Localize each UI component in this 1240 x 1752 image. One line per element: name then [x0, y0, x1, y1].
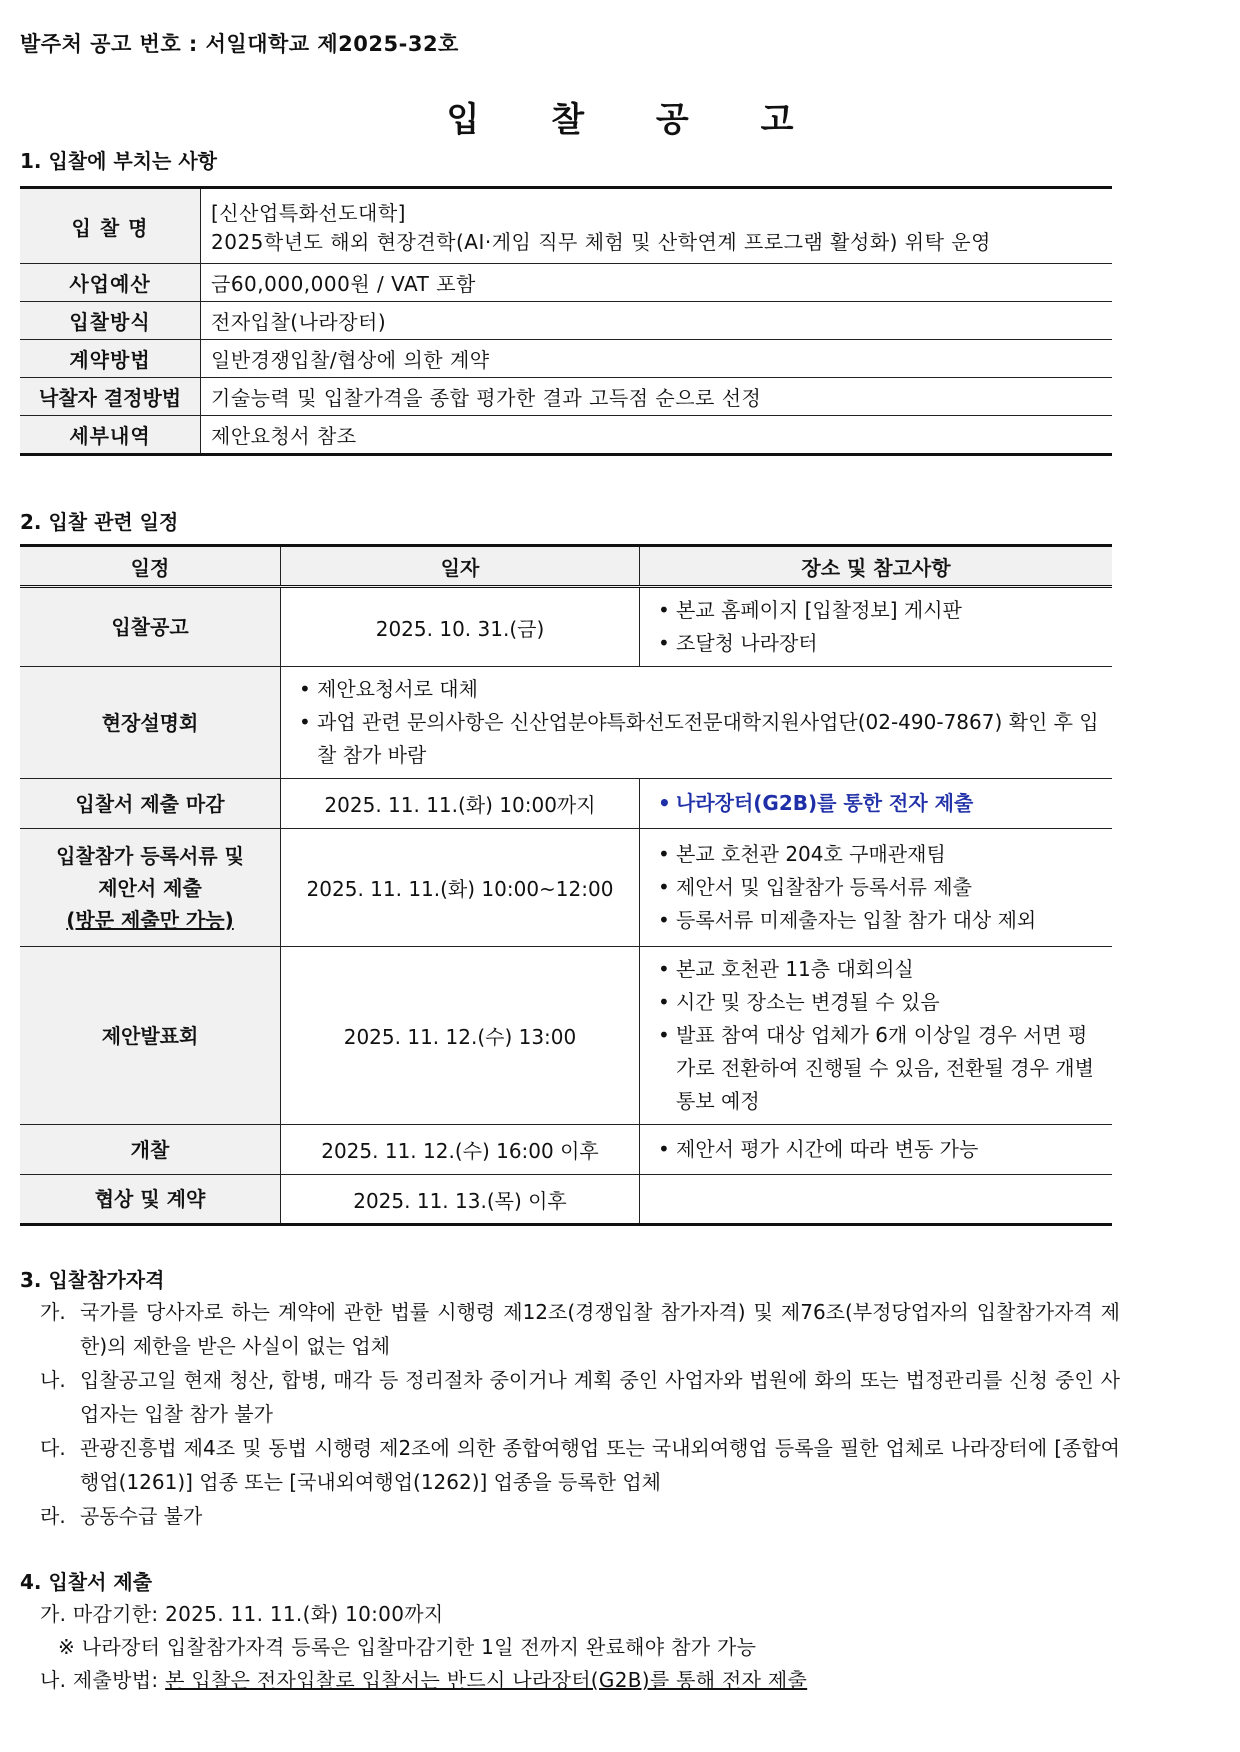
item-text: 입찰공고일 현재 청산, 합병, 매각 등 정리절차 중이거나 계획 중인 사업자와 법원에 화의 또는 법정관리를 신청 중인 사업자는 입찰 참가 불가: [80, 1368, 1120, 1426]
column-header: 일정: [20, 546, 281, 587]
table-row: [20, 1175, 1112, 1225]
submission-deadline: 가. 마감기한: 2025. 11. 11.(화) 10:00까지: [40, 1602, 444, 1626]
table-row: [20, 340, 1112, 378]
table-header-row: [20, 546, 1112, 587]
note-item-highlight: • 나라장터(G2B)를 통한 전자 제출: [650, 787, 1102, 820]
note-item: • 조달청 나라장터: [650, 627, 1102, 660]
row-value: 기술능력 및 입찰가격을 종합 평가한 결과 고득점 순으로 선정: [201, 378, 1113, 416]
row-label: 입찰방식: [20, 302, 201, 340]
table-row: [20, 188, 1112, 264]
schedule-item: 개찰: [20, 1125, 281, 1175]
schedule-date: 2025. 11. 11.(화) 10:00~12:00: [281, 829, 640, 947]
table-row: [20, 587, 1112, 667]
submission-method: [40, 1664, 807, 1697]
note-item: • 과업 관련 문의사항은 신산업분야특화선도전문대학지원사업단(02-490-7867) 확인 후 입찰 참가 바람: [291, 706, 1102, 772]
section-2-title: 2. 입찰 관련 일정: [20, 510, 179, 534]
note-item: • 시간 및 장소는 변경될 수 있음: [650, 986, 1102, 1019]
section-3-title: 3. 입찰참가자격: [20, 1268, 165, 1292]
item-line-underlined: (방문 제출만 가능): [66, 907, 234, 932]
schedule-notes: [640, 587, 1113, 667]
table-row: [20, 947, 1112, 1125]
schedule-notes: [640, 1175, 1113, 1225]
schedule-item: 입찰공고: [20, 587, 281, 667]
schedule-item: 제안발표회: [20, 947, 281, 1125]
note-item: • 본교 홈페이지 [입찰정보] 게시판: [650, 594, 1102, 627]
table-row: [20, 1125, 1112, 1175]
row-value: 전자입찰(나라장터): [201, 302, 1113, 340]
row-value: 제안요청서 참조: [201, 416, 1113, 455]
schedule-item: 입찰서 제출 마감: [20, 779, 281, 829]
item-marker: 나.: [40, 1368, 66, 1392]
schedule-notes: [640, 947, 1113, 1125]
row-value: 금60,000,000원 / VAT 포함: [201, 264, 1113, 302]
method-prefix: 나. 제출방법:: [40, 1668, 166, 1692]
note-item: • 제안서 및 입찰참가 등록서류 제출: [650, 871, 1102, 904]
section-1-title: 1. 입찰에 부치는 사항: [20, 149, 217, 173]
method-text: 본 입찰은 전자입찰로 입찰서는 반드시 나라장터(G2B)를 통해 전자 제출: [165, 1668, 808, 1692]
row-label: 세부내역: [20, 416, 201, 455]
section-4-title: 4. 입찰서 제출: [20, 1570, 153, 1594]
schedule-date: 2025. 11. 12.(수) 16:00 이후: [281, 1125, 640, 1175]
table-row: [20, 667, 1112, 779]
note-item: • 등록서류 미제출자는 입찰 참가 대상 제외: [650, 904, 1102, 937]
schedule-date: 2025. 10. 31.(금): [281, 587, 640, 667]
eligibility-item: [40, 1363, 1120, 1431]
eligibility-item: [40, 1499, 1120, 1533]
row-value: 일반경쟁입찰/협상에 의한 계약: [201, 340, 1113, 378]
eligibility-item: [40, 1431, 1120, 1499]
schedule-date: 2025. 11. 11.(화) 10:00까지: [281, 779, 640, 829]
schedule-item: 협상 및 계약: [20, 1175, 281, 1225]
document-title: 입 찰 공 고: [446, 100, 824, 140]
eligibility-item: [40, 1295, 1120, 1363]
table-row: [20, 264, 1112, 302]
column-header: 장소 및 참고사항: [640, 546, 1113, 587]
note-item: • 본교 호천관 204호 구매관재팀: [650, 838, 1102, 871]
item-line: 입찰참가 등록서류 및: [56, 843, 244, 868]
table-row: [20, 829, 1112, 947]
item-marker: 라.: [40, 1504, 66, 1528]
note-item: • 제안서 평가 시간에 따라 변동 가능: [650, 1133, 1102, 1166]
schedule-notes: [640, 779, 1113, 829]
schedule-table: [20, 544, 1112, 1226]
item-text: 공동수급 불가: [80, 1504, 203, 1528]
item-text: 국가를 당사자로 하는 계약에 관한 법률 시행령 제12조(경쟁입찰 참가자격) 및 제76조(부정당업자의 입찰참가자격 제한)의 제한을 받은 사실이 없는 업체: [80, 1300, 1120, 1358]
schedule-date: 2025. 11. 13.(목) 이후: [281, 1175, 640, 1225]
row-label: 사업예산: [20, 264, 201, 302]
item-text: 관광진흥법 제4조 및 동법 시행령 제2조에 의한 종합여행업 또는 국내외여행업 등록을 필한 업체로 나라장터에 [종합여행업(1261)] 업종 또는 [국내외여행업(1262)] 업종을 등록한 업체: [80, 1436, 1120, 1494]
note-item: • 제안요청서로 대체: [291, 673, 1102, 706]
schedule-notes: [281, 667, 1113, 779]
schedule-notes: [640, 829, 1113, 947]
schedule-date: 2025. 11. 12.(수) 13:00: [281, 947, 640, 1125]
registration-note: ※ 나라장터 입찰참가자격 등록은 입찰마감기한 1일 전까지 완료해야 참가 가능: [58, 1635, 757, 1659]
table-row: [20, 378, 1112, 416]
table-row: [20, 416, 1112, 455]
item-marker: 다.: [40, 1436, 66, 1460]
bid-info-table: [20, 186, 1112, 456]
schedule-item: [20, 829, 281, 947]
row-label: 계약방법: [20, 340, 201, 378]
note-item: • 본교 호천관 11층 대회의실: [650, 953, 1102, 986]
item-marker: 가.: [40, 1300, 66, 1324]
row-label: 입 찰 명: [20, 188, 201, 264]
column-header: 일자: [281, 546, 640, 587]
row-label: 낙찰자 결정방법: [20, 378, 201, 416]
bid-name-line-2: 2025학년도 해외 현장견학(AI·게임 직무 체험 및 산학연계 프로그램 활성화) 위탁 운영: [211, 230, 991, 254]
note-item: • 발표 참여 대상 업체가 6개 이상일 경우 서면 평가로 전환하여 진행될 수 있음, 전환될 경우 개별 통보 예정: [650, 1019, 1102, 1118]
notice-number: 발주처 공고 번호 : 서일대학교 제2025-32호: [20, 32, 459, 56]
row-value: [201, 188, 1113, 264]
table-row: [20, 302, 1112, 340]
item-line: 제안서 제출: [98, 875, 202, 900]
schedule-notes: [640, 1125, 1113, 1175]
table-row: [20, 779, 1112, 829]
schedule-item: 현장설명회: [20, 667, 281, 779]
bid-name-line-1: [신산업특화선도대학]: [211, 201, 406, 225]
